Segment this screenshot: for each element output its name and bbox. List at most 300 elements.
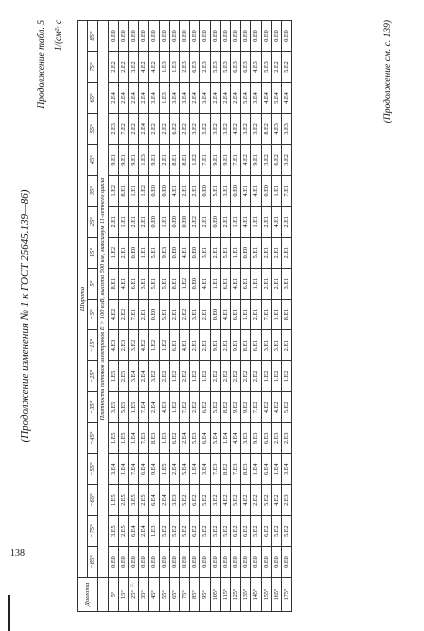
flux-value-cell: 6.E1: [220, 268, 230, 299]
flux-value-cell: 9.E1: [231, 330, 241, 361]
flux-value-cell: 5.E3: [210, 51, 220, 82]
flux-value-cell: 3.E4: [251, 82, 261, 113]
flux-value-cell: 0.E0: [129, 546, 139, 577]
table-row: [220, 20, 230, 611]
flux-value-cell: 4.E4: [231, 422, 241, 453]
flux-value-cell: 3.E2: [251, 113, 261, 144]
flux-value-cell: 2.E1: [139, 206, 149, 237]
flux-value-cell: 7.E3: [231, 453, 241, 484]
flux-value-cell: 5.E2: [169, 515, 179, 546]
table-row: [241, 20, 251, 611]
flux-value-cell: 1.E3: [159, 51, 169, 82]
longitude-cell: 25°: [129, 577, 139, 611]
table-row: [261, 20, 271, 611]
flux-value-cell: 0.E0: [261, 546, 271, 577]
flux-value-cell: 2.E5: [118, 484, 128, 515]
flux-value-cell: 0.E0: [108, 546, 118, 577]
flux-value-cell: 2.E2: [251, 360, 261, 391]
scan-edge: [8, 595, 10, 631]
flux-value-cell: 5.E4: [271, 82, 281, 113]
flux-value-cell: 1.E1: [251, 268, 261, 299]
flux-value-cell: 2.E4: [139, 113, 149, 144]
continuation-note: (Продолжение см. с. 139): [383, 19, 393, 123]
flux-value-cell: 2.E2: [210, 360, 220, 391]
longitude-cell: 145°: [251, 577, 261, 611]
flux-value-cell: 7.E2: [251, 391, 261, 422]
longitude-cell: 15°: [118, 577, 128, 611]
latitude-header-cell: 25°: [88, 206, 98, 237]
rotated-content: [17, 16, 407, 616]
flux-value-cell: 2.E1: [159, 144, 169, 175]
flux-value-cell: 6.E2: [190, 484, 200, 515]
latitude-header-cell: 85°: [88, 20, 98, 51]
flux-value-cell: 1.E1: [271, 299, 281, 330]
flux-value-cell: 1.E1: [241, 299, 251, 330]
flux-value-cell: 3.E2: [261, 144, 271, 175]
flux-value-cell: 1.E5: [108, 360, 118, 391]
flux-value-cell: 0.E0: [231, 175, 241, 206]
flux-value-cell: 2.E2: [251, 484, 261, 515]
flux-value-cell: 5.E2: [200, 484, 210, 515]
flux-value-cell: 4.E3: [271, 113, 281, 144]
flux-value-cell: 2.E3: [108, 113, 118, 144]
flux-value-cell: 2.E1: [220, 206, 230, 237]
flux-value-cell: 5.E2: [159, 515, 169, 546]
latitude-header-cell: −55°: [88, 453, 98, 484]
flux-value-cell: 0.E0: [200, 175, 210, 206]
flux-value-cell: 7.E4: [139, 391, 149, 422]
flux-value-cell: 0.E0: [129, 20, 139, 51]
flux-value-cell: 9.E1: [108, 144, 118, 175]
flux-value-cell: 3.E4: [180, 82, 190, 113]
flux-value-cell: 0.E0: [190, 20, 200, 51]
flux-value-cell: 5.E1: [149, 268, 159, 299]
flux-value-cell: 5.E2: [220, 515, 230, 546]
flux-value-cell: 2.E2: [271, 51, 281, 82]
longitude-header: Долгота: [78, 577, 98, 611]
flux-value-cell: 3.E1: [200, 237, 210, 268]
flux-value-cell: 3.E1: [220, 175, 230, 206]
flux-value-cell: 1.E2: [159, 330, 169, 361]
flux-value-cell: 1.E2: [261, 360, 271, 391]
flux-value-cell: 2.E4: [169, 453, 179, 484]
flux-value-cell: 2.E1: [251, 299, 261, 330]
flux-value-cell: 2.E2: [180, 299, 190, 330]
flux-value-cell: 3.E2: [129, 51, 139, 82]
flux-value-cell: 2.E2: [180, 360, 190, 391]
flux-value-cell: 2.E4: [220, 82, 230, 113]
flux-value-cell: 4.E1: [271, 206, 281, 237]
flux-value-cell: 3.E4: [129, 360, 139, 391]
flux-value-cell: 4.E1: [241, 175, 251, 206]
flux-value-cell: 3.E4: [200, 82, 210, 113]
latitude-header-cell: 65°: [88, 82, 98, 113]
flux-value-cell: 5.E1: [210, 175, 220, 206]
flux-value-cell: 6.E4: [129, 515, 139, 546]
flux-value-cell: 6.E1: [231, 299, 241, 330]
flux-value-cell: 0.E0: [180, 20, 190, 51]
flux-value-cell: 4.E2: [241, 144, 251, 175]
flux-value-cell: 2.E1: [271, 237, 281, 268]
flux-value-cell: 2.E3: [282, 484, 292, 515]
flux-value-cell: 5.E1: [220, 237, 230, 268]
flux-value-cell: 0.E0: [190, 237, 200, 268]
flux-value-cell: 0.E0: [210, 299, 220, 330]
flux-value-cell: 1.E2: [169, 360, 179, 391]
flux-value-cell: 0.E0: [200, 20, 210, 51]
flux-value-cell: 8.E1: [118, 175, 128, 206]
flux-value-cell: 3.E4: [282, 453, 292, 484]
latitude-group-header: Широта: [78, 20, 88, 577]
latitude-header-cell: −75°: [88, 515, 98, 546]
flux-value-cell: 1.E4: [190, 453, 200, 484]
flux-value-cell: 1.E2: [180, 268, 190, 299]
flux-value-cell: 9.E3: [159, 237, 169, 268]
flux-value-cell: 6.E2: [190, 515, 200, 546]
flux-value-cell: 0.E0: [169, 20, 179, 51]
latitude-header-cell: −25°: [88, 360, 98, 391]
flux-value-cell: 5.E1: [149, 237, 159, 268]
longitude-cell: 75°: [180, 577, 190, 611]
flux-value-cell: 2.E5: [118, 515, 128, 546]
flux-value-cell: 4.E1: [231, 268, 241, 299]
flux-value-cell: 8.E1: [169, 268, 179, 299]
flux-value-cell: 8.E1: [169, 144, 179, 175]
flux-value-cell: 4.E2: [231, 113, 241, 144]
flux-value-cell: 5.E4: [241, 82, 251, 113]
flux-value-cell: 4.E2: [271, 484, 281, 515]
flux-value-cell: 5.E1: [159, 299, 169, 330]
flux-value-cell: 8.E2: [261, 113, 271, 144]
flux-value-cell: 2.E4: [231, 82, 241, 113]
flux-value-cell: 0.E0: [210, 546, 220, 577]
flux-value-cell: 6.E3: [190, 51, 200, 82]
flux-value-cell: 5.E2: [200, 515, 210, 546]
flux-value-cell: 4.E2: [139, 330, 149, 361]
flux-value-cell: 9.E1: [149, 144, 159, 175]
flux-value-cell: 3.E4: [108, 453, 118, 484]
flux-value-cell: 6.E4: [200, 422, 210, 453]
flux-value-cell: 0.E0: [180, 546, 190, 577]
table-row: [169, 20, 179, 611]
flux-value-cell: 0.E0: [169, 237, 179, 268]
flux-value-cell: 2.E1: [261, 237, 271, 268]
flux-value-cell: 2.E1: [200, 206, 210, 237]
flux-value-cell: 6.E3: [261, 422, 271, 453]
latitude-header-cell: 35°: [88, 175, 98, 206]
flux-value-cell: 1.E4: [220, 422, 230, 453]
flux-value-cell: 0.E0: [190, 268, 200, 299]
flux-value-cell: 3.E3: [241, 422, 251, 453]
longitude-cell: 155°: [261, 577, 271, 611]
flux-value-cell: 0.E0: [200, 546, 210, 577]
flux-value-cell: 2.E2: [190, 206, 200, 237]
flux-value-cell: 1.E2: [108, 175, 118, 206]
latitude-header-cell: −85°: [88, 546, 98, 577]
flux-value-cell: 3.E2: [282, 144, 292, 175]
flux-value-cell: 6.E3: [231, 51, 241, 82]
table-row: [118, 20, 128, 611]
flux-value-cell: 2.E4: [139, 82, 149, 113]
flux-value-cell: 2.E2: [180, 113, 190, 144]
flux-value-cell: 1.E1: [231, 237, 241, 268]
flux-value-cell: 6.E1: [241, 268, 251, 299]
flux-value-cell: 7.E3: [210, 453, 220, 484]
flux-value-cell: 2.E1: [261, 268, 271, 299]
flux-value-cell: 2.E1: [282, 330, 292, 361]
flux-value-cell: 0.E0: [210, 206, 220, 237]
table-unit: [53, 20, 64, 51]
flux-value-cell: 2.E1: [190, 330, 200, 361]
flux-value-cell: 2.E1: [282, 237, 292, 268]
flux-value-cell: 0.E0: [241, 20, 251, 51]
flux-value-cell: 0.E0: [210, 20, 220, 51]
flux-value-cell: 0.E0: [282, 20, 292, 51]
flux-value-cell: 8.E3: [149, 422, 159, 453]
flux-value-cell: 4.E1: [200, 268, 210, 299]
flux-value-cell: 4.E2: [261, 391, 271, 422]
flux-value-cell: 2.E2: [241, 360, 251, 391]
flux-value-cell: 7.E2: [118, 113, 128, 144]
table-row: [282, 20, 292, 611]
flux-value-cell: 0.E0: [159, 546, 169, 577]
flux-value-cell: 6.E2: [271, 144, 281, 175]
flux-value-cell: 2.E2: [159, 113, 169, 144]
flux-value-cell: 0.E0: [231, 546, 241, 577]
flux-value-cell: 1.E1: [251, 206, 261, 237]
flux-value-cell: 1.E5: [159, 453, 169, 484]
flux-value-cell: 5.E2: [282, 515, 292, 546]
flux-value-cell: 3.E1: [190, 299, 200, 330]
flux-value-cell: 2.E1: [200, 299, 210, 330]
flux-value-cell: 4.E3: [159, 391, 169, 422]
flux-value-cell: 0.E0: [129, 237, 139, 268]
flux-value-cell: 6.E2: [169, 113, 179, 144]
flux-value-cell: 5.E3: [220, 51, 230, 82]
flux-value-cell: 2.E3: [200, 51, 210, 82]
flux-value-cell: 4.E2: [149, 51, 159, 82]
flux-value-cell: 1.E1: [231, 206, 241, 237]
longitude-cell: 95°: [200, 577, 210, 611]
flux-value-cell: 2.E2: [108, 51, 118, 82]
flux-value-cell: 0.E0: [261, 175, 271, 206]
table-continuation-label: Продолжение табл. 5: [37, 19, 47, 109]
flux-value-cell: 0.E0: [241, 237, 251, 268]
flux-value-cell: 2.E1: [169, 299, 179, 330]
flux-value-cell: 0.E0: [108, 20, 118, 51]
flux-value-cell: 9.E2: [231, 391, 241, 422]
flux-value-cell: 8.E1: [180, 144, 190, 175]
flux-value-cell: 3.E4: [149, 82, 159, 113]
flux-value-cell: 2.E1: [139, 299, 149, 330]
flux-value-cell: 2.E2: [190, 391, 200, 422]
flux-value-cell: 2.E2: [159, 360, 169, 391]
flux-value-cell: 2.E1: [180, 175, 190, 206]
flux-value-cell: 0.E0: [149, 175, 159, 206]
flux-value-cell: 5.E2: [282, 51, 292, 82]
flux-value-cell: 9.E1: [251, 144, 261, 175]
flux-value-cell: 1.E5: [108, 422, 118, 453]
longitude-cell: 135°: [241, 577, 251, 611]
flux-value-cell: 0.E0: [220, 20, 230, 51]
flux-value-cell: 9.E1: [210, 330, 220, 361]
flux-value-cell: 1.E3: [159, 422, 169, 453]
flux-value-cell: 3.E2: [190, 113, 200, 144]
flux-value-cell: 5.E2: [271, 515, 281, 546]
flux-value-cell: 4.E1: [241, 206, 251, 237]
flux-value-cell: 6.E4: [261, 453, 271, 484]
flux-value-cell: 2.E5: [118, 360, 128, 391]
flux-value-cell: 9.E3: [251, 422, 261, 453]
flux-value-cell: 5.E2: [261, 484, 271, 515]
flux-value-cell: 4.E2: [139, 51, 149, 82]
flux-value-cell: 2.E1: [200, 330, 210, 361]
flux-value-cell: 3.E4: [200, 453, 210, 484]
flux-value-cell: 5.E2: [210, 391, 220, 422]
longitude-cell: 125°: [231, 577, 241, 611]
flux-value-cell: 2.E4: [139, 515, 149, 546]
page-number: 138: [10, 548, 25, 559]
flux-value-cell: 9.E1: [210, 144, 220, 175]
flux-value-cell: 5.E2: [210, 515, 220, 546]
flux-value-cell: 1.E2: [271, 360, 281, 391]
unit-label: 1/(см²· с: [53, 19, 63, 51]
table-caption-row: [98, 20, 108, 611]
flux-value-cell: 7.E4: [129, 453, 139, 484]
flux-value-cell: 2.E1: [261, 206, 271, 237]
flux-value-cell: 0.E0: [271, 20, 281, 51]
flux-value-cell: 4.E4: [282, 82, 292, 113]
flux-value-cell: 4.E2: [241, 484, 251, 515]
flux-value-cell: 2.E2: [220, 360, 230, 391]
table-row: [149, 20, 159, 611]
flux-value-cell: 2.E1: [220, 330, 230, 361]
longitude-cell: 165°: [271, 577, 281, 611]
stray-mark: ᶜ⁽: [130, 582, 135, 591]
flux-value-cell: 1.E4: [251, 453, 261, 484]
flux-value-cell: 7.E2: [180, 391, 190, 422]
flux-value-cell: 2.E4: [149, 391, 159, 422]
flux-value-cell: 1.E3: [169, 51, 179, 82]
flux-value-cell: 6.E2: [169, 422, 179, 453]
flux-value-cell: 1.E2: [149, 330, 159, 361]
flux-value-cell: 1.E2: [200, 360, 210, 391]
table-row: [251, 20, 261, 611]
flux-value-cell: 0.E0: [139, 20, 149, 51]
flux-value-cell: 5.E2: [180, 484, 190, 515]
flux-value-cell: 1.E1: [139, 237, 149, 268]
flux-value-cell: 2.E4: [180, 422, 190, 453]
longitude-cell: 5°: [108, 577, 118, 611]
flux-value-cell: 3.E2: [210, 113, 220, 144]
flux-value-cell: 3.E3: [169, 484, 179, 515]
flux-value-cell: 0.E0: [159, 20, 169, 51]
flux-value-cell: 9.E1: [118, 144, 128, 175]
flux-value-cell: 1.E1: [210, 268, 220, 299]
flux-value-cell: 7.E1: [261, 299, 271, 330]
flux-value-cell: 6.E1: [129, 268, 139, 299]
flux-value-cell: 0.E0: [159, 175, 169, 206]
flux-value-cell: 9.E2: [241, 391, 251, 422]
flux-value-cell: 0.E0: [271, 546, 281, 577]
table-caption: Плотности потоков электронов E > 100 кэВ, высота 500 км, максимум 11-летнего цикла: [98, 20, 108, 577]
flux-value-cell: 1.E1: [159, 206, 169, 237]
flux-value-cell: 1.E2: [139, 175, 149, 206]
flux-value-cell: 1.E4: [118, 453, 128, 484]
flux-value-cell: 3.E5: [129, 484, 139, 515]
flux-value-cell: 5.E4: [180, 453, 190, 484]
flux-value-cell: 1.E2: [190, 360, 200, 391]
flux-value-cell: 2.E3: [271, 422, 281, 453]
flux-value-cell: 0.E0: [251, 20, 261, 51]
flux-value-cell: 2.E4: [210, 82, 220, 113]
latitude-header-cell: 75°: [88, 51, 98, 82]
flux-value-cell: 6.E1: [251, 330, 261, 361]
flux-value-cell: 5.E1: [251, 237, 261, 268]
flux-value-cell: 4.E2: [220, 484, 230, 515]
flux-value-cell: 2.E3: [118, 330, 128, 361]
table-row: [200, 20, 210, 611]
flux-value-cell: 1.E5: [129, 391, 139, 422]
flux-value-cell: 5.E3: [190, 422, 200, 453]
flux-value-cell: 2.E4: [108, 82, 118, 113]
flux-value-cell: 0.E0: [139, 546, 149, 577]
flux-value-cell: 8.E1: [282, 299, 292, 330]
flux-value-cell: 7.E1: [200, 144, 210, 175]
flux-value-cell: 1.E1: [118, 206, 128, 237]
flux-value-cell: 0.E0: [149, 546, 159, 577]
flux-value-cell: 4.E2: [108, 299, 118, 330]
table-row: [210, 20, 220, 611]
flux-value-cell: 1.E5: [118, 422, 128, 453]
flux-value-cell: 0.E0: [220, 546, 230, 577]
flux-value-cell: 2.E1: [282, 206, 292, 237]
longitude-cell: 45°: [149, 577, 159, 611]
flux-value-cell: 2.E4: [190, 82, 200, 113]
flux-value-cell: 8.E1: [108, 268, 118, 299]
flux-value-cell: 1.E3: [149, 515, 159, 546]
flux-value-cell: 9.E1: [129, 144, 139, 175]
flux-value-cell: 6.E2: [200, 391, 210, 422]
flux-value-cell: 6.E1: [169, 330, 179, 361]
flux-value-cell: 3.E2: [210, 484, 220, 515]
flux-value-cell: 2.E4: [159, 484, 169, 515]
flux-value-cell: 0.E0: [149, 299, 159, 330]
flux-value-cell: 1.E1: [129, 175, 139, 206]
flux-value-cell: 0.E0: [231, 20, 241, 51]
flux-value-cell: 0.E0: [190, 546, 200, 577]
flux-value-cell: 0.E0: [169, 546, 179, 577]
flux-value-cell: 0.E0: [282, 546, 292, 577]
flux-value-cell: 2.E1: [271, 268, 281, 299]
longitude-cell: 35°: [139, 577, 149, 611]
flux-value-cell: 0.E0: [241, 546, 251, 577]
flux-value-cell: 5.E2: [200, 113, 210, 144]
latitude-header-cell: 5°: [88, 268, 98, 299]
flux-value-cell: 2.E2: [118, 299, 128, 330]
flux-value-cell: 4.E3: [251, 51, 261, 82]
latitude-header-cell: 15°: [88, 237, 98, 268]
latitude-header-row: [88, 20, 98, 611]
flux-value-cell: 0.E0: [149, 206, 159, 237]
flux-value-cell: 8.E3: [241, 453, 251, 484]
flux-value-cell: 3.E1: [271, 330, 281, 361]
flux-table: [77, 20, 292, 612]
flux-value-cell: 5.E2: [251, 515, 261, 546]
longitude-cell: 55°: [159, 577, 169, 611]
flux-value-cell: 1.E3: [139, 144, 149, 175]
flux-value-cell: 2.E3: [282, 422, 292, 453]
